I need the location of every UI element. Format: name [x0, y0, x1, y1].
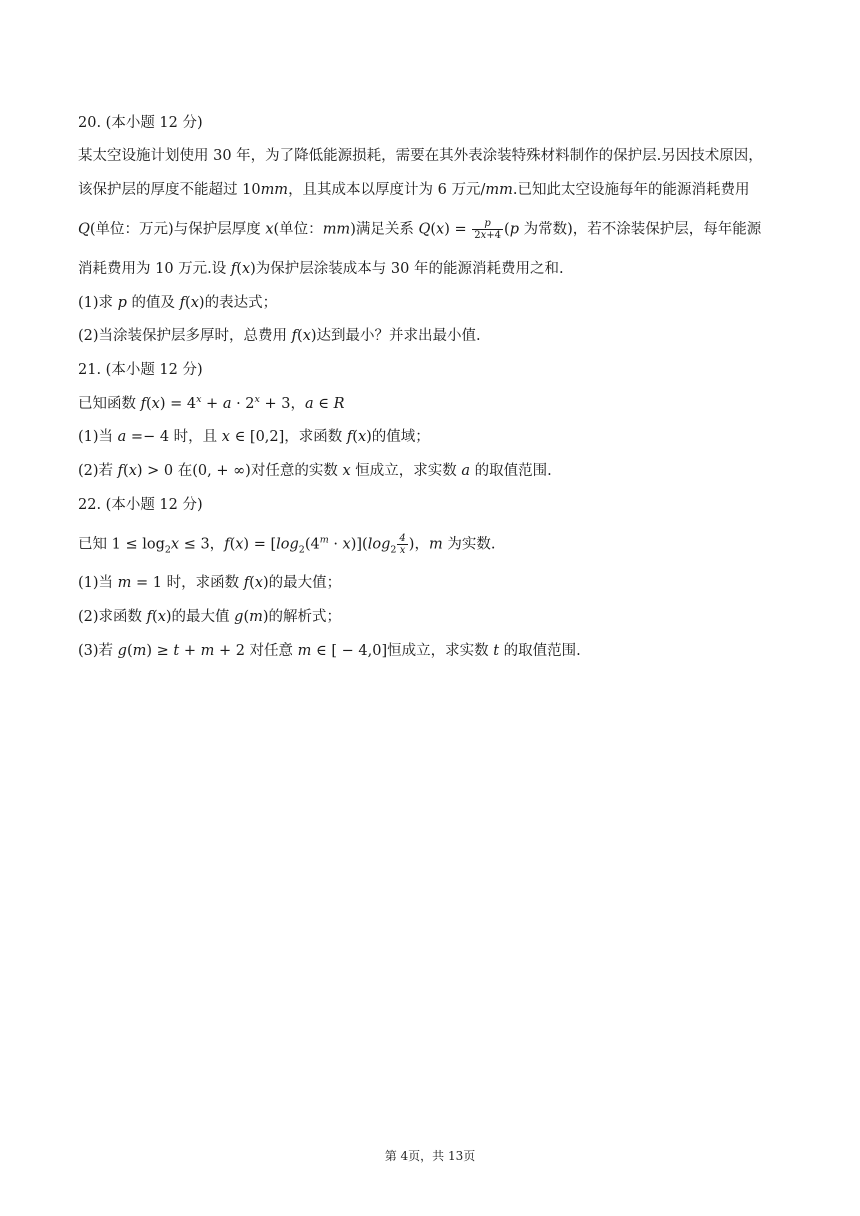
q20-body-line1: 某太空设施计划使用 30 年，为了降低能源损耗，需要在其外表涂装特殊材料制作的保护层.另因技术原因，: [78, 148, 763, 164]
q22-header: 22. (本小题 12 分): [78, 497, 203, 513]
q22-part2: (2)求函数 f(x)的最大值 g(m)的解析式；: [78, 609, 342, 625]
q20-part1: (1)求 p 的值及 f(x)的表达式；: [78, 295, 278, 311]
q22-part3: (3)若 g(m) ≥ t + m + 2 对任意 m ∈ [ − 4,0]恒成立，求实数 t 的取值范围.: [78, 643, 581, 659]
q20-part2: (2)当涂装保护层多厚时，总费用 f(x)达到最小？并求出最小值.: [78, 328, 481, 344]
q21-part2: (2)若 f(x) > 0 在(0, + ∞)对任意的实数 x 恒成立，求实数 a 的取值范围.: [78, 463, 552, 479]
page-footer: 第 4页，共 13页: [384, 1149, 476, 1163]
q20-header: 20. (本小题 12 分): [78, 115, 203, 131]
q20-body-line2: 该保护层的厚度不能超过 10mm，且其成本以厚度计为 6 万元/mm.已知此太空设施每年的能源消耗费用: [78, 182, 750, 198]
q21-stem: 已知函数 $f(x) = 4^x + a \cdot 2^x + 3$，a ∈ R: [78, 394, 345, 412]
q21-header: 21. (本小题 12 分): [78, 362, 203, 378]
q22-stem: 已知 $1 \le \log_2x \le 3$，$f(x) = [\log_2(4^m \cdot x)](\log_2$ $\frac{4}{x}$ )，m 为实数.: [78, 533, 496, 556]
q22-part1: (1)当 m = 1 时，求函数 f(x)的最大值；: [78, 575, 342, 591]
fraction-p-over-2x4: $\frac{p}{2x+4}$: [474, 218, 502, 241]
q21-part1: (1)当 a =− 4 时，且 x ∈ [0,2]，求函数 f(x)的值域；: [78, 429, 430, 445]
fraction-4-over-x: $\frac{4}{x}$: [399, 533, 406, 556]
q20-body-line4: 消耗费用为 10 万元.设 f(x)为保护层涂装成本与 30 年的能源消耗费用之和.: [78, 261, 564, 277]
q20-body-line3: Q(单位：万元)与保护层厚度 x(单位：mm)满足关系 Q(x) = $\frac{p}{2x+4}$ (p 为常数)，若不涂装保护层，每年能源: [78, 218, 762, 241]
